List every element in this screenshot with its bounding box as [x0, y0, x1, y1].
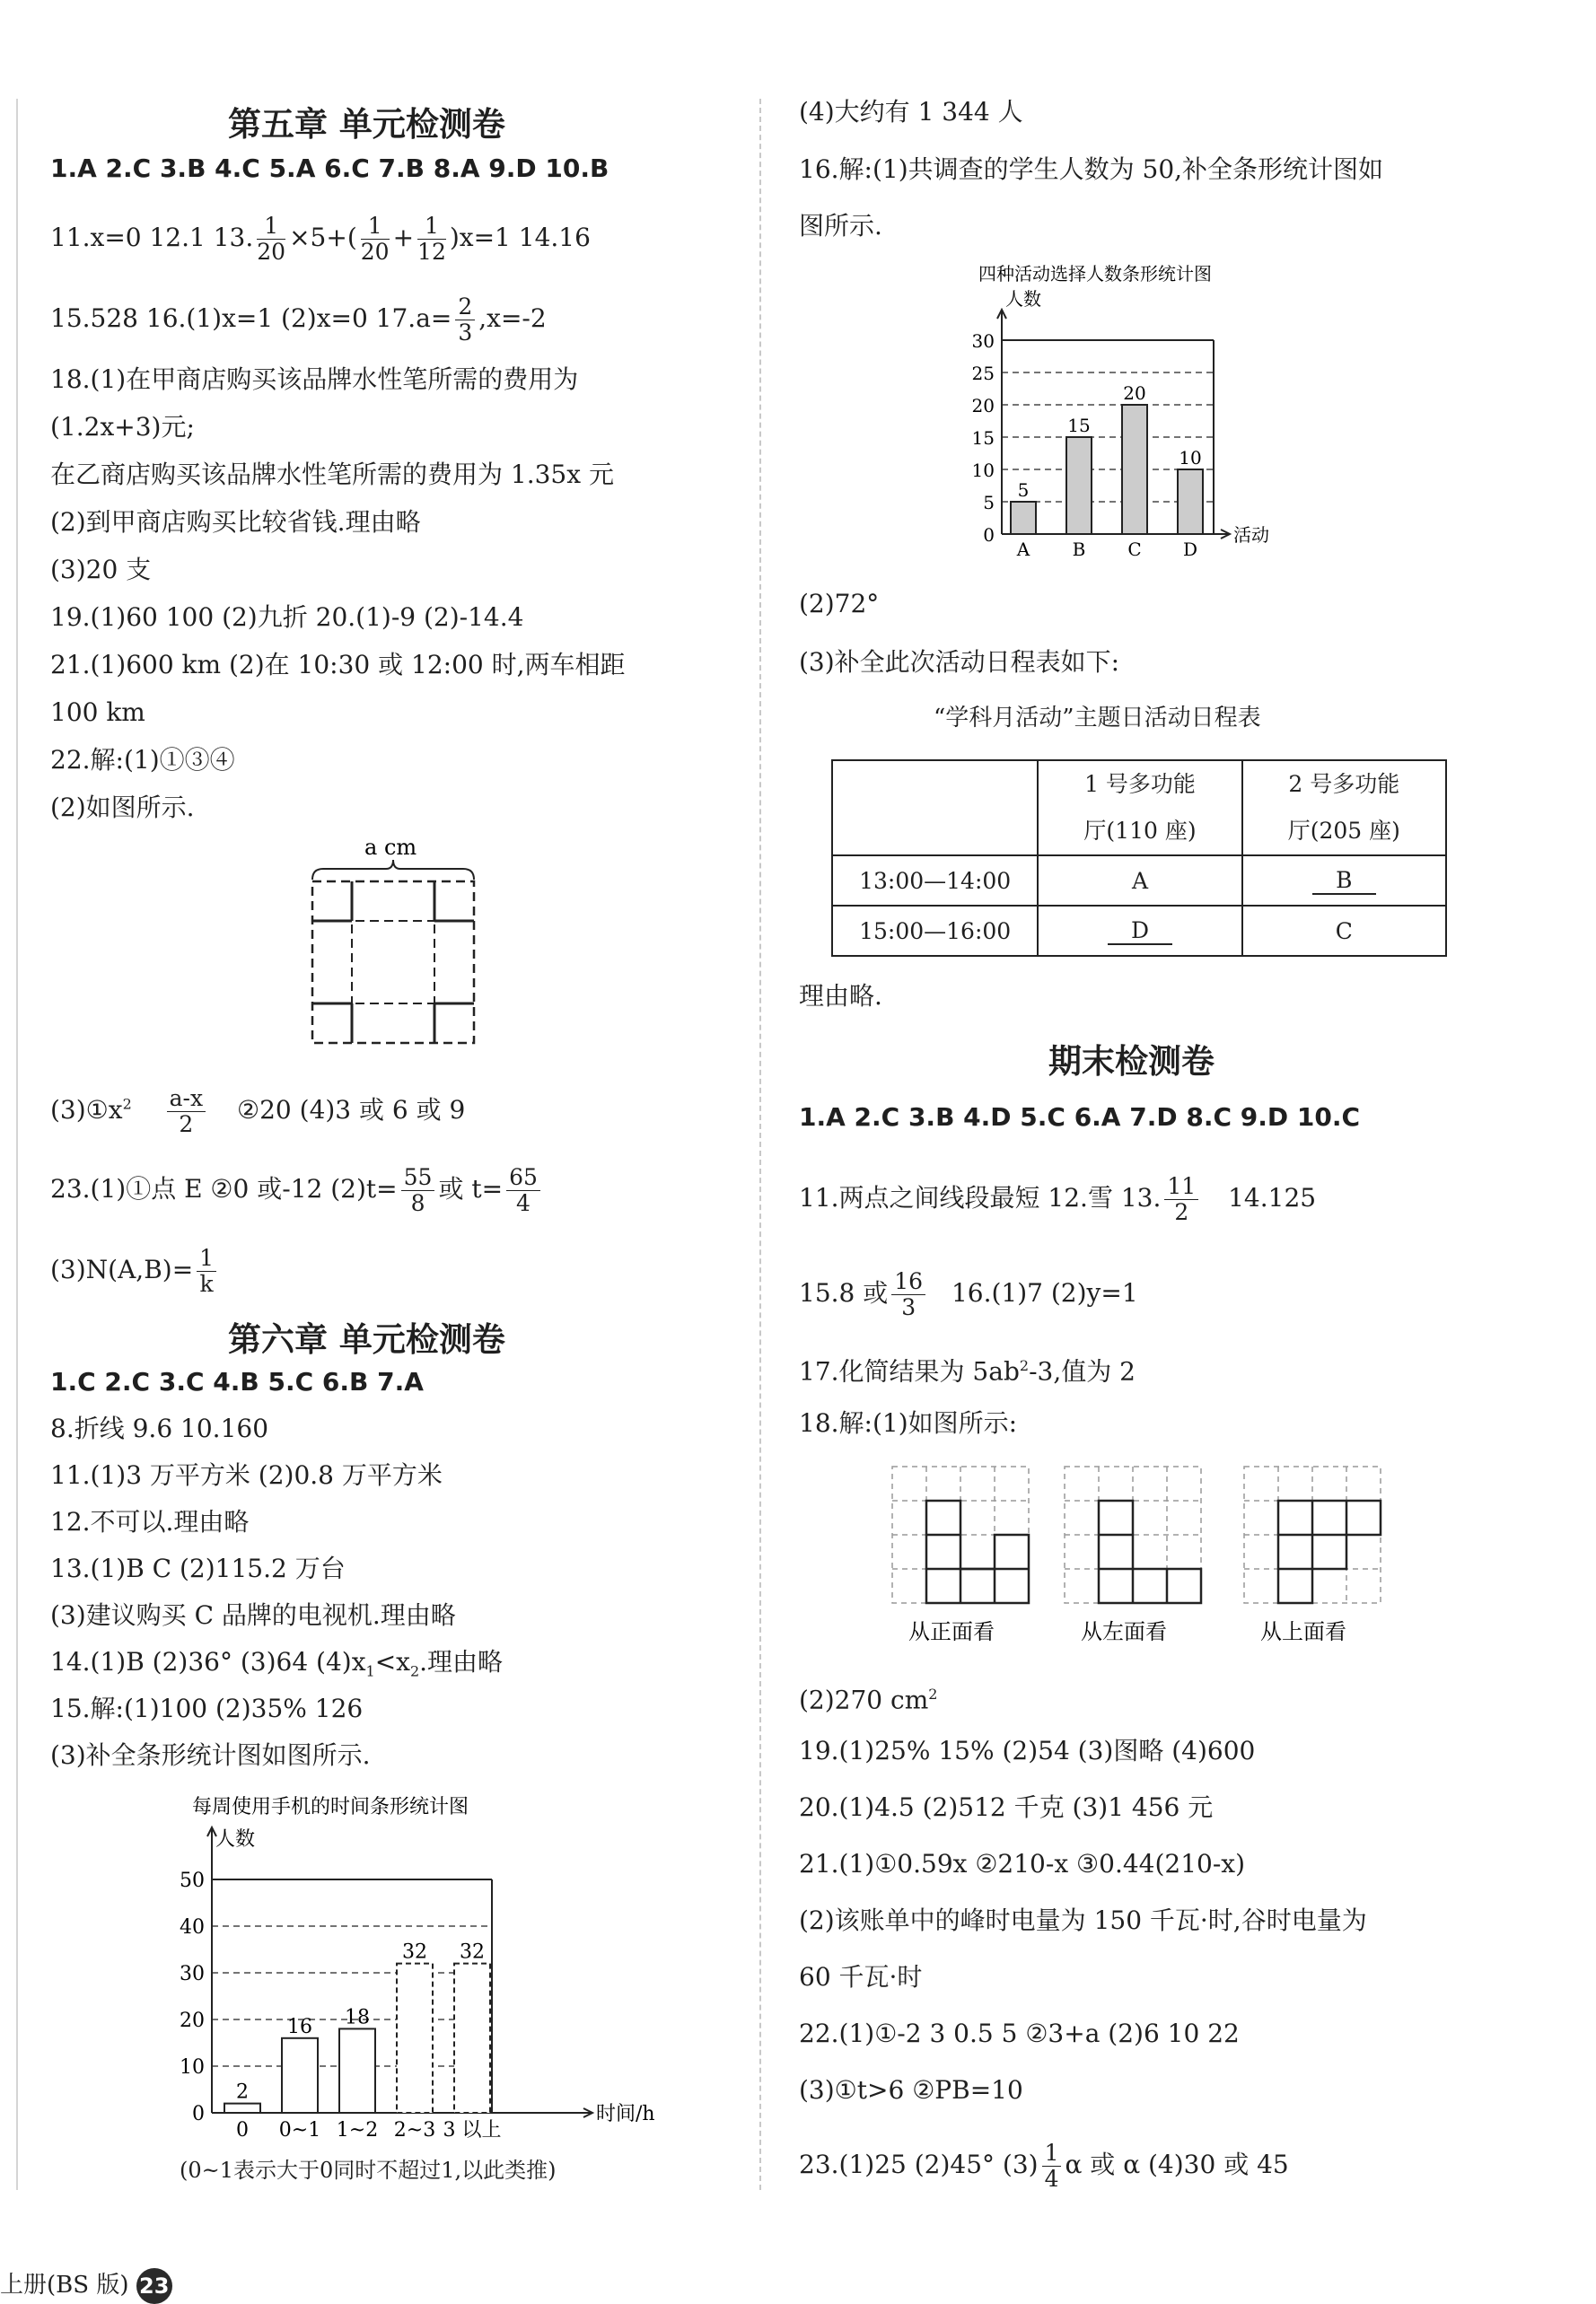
final-answer-19: 19.(1)25% 15% (2)54 (3)图略 (4)600 — [799, 1736, 1256, 1765]
denominator: 2 — [1174, 1199, 1189, 1225]
numerator: 1 — [197, 1246, 216, 1272]
chart-title: 四种活动选择人数条形统计图 — [978, 263, 1212, 285]
final-answer-18-2 — [799, 1677, 937, 1718]
filled-answer: B — [1312, 867, 1375, 895]
denominator: 3 — [458, 320, 473, 346]
final-answer-21-3: 60 千瓦·时 — [799, 1962, 923, 1992]
denominator: 20 — [360, 239, 390, 265]
final-answer-11-14 — [799, 1174, 1316, 1225]
numerator: 11 — [1164, 1174, 1198, 1200]
ch6-answer-15: 15.解:(1)100 (2)35% 126 — [50, 1694, 364, 1723]
text: .理由略 — [419, 1647, 504, 1677]
fraction — [1164, 1174, 1198, 1225]
denominator: k — [199, 1271, 214, 1297]
superscript: 2 — [122, 1095, 132, 1113]
table-row — [832, 855, 1446, 906]
answer-16-line1: 16.解:(1)共调查的学生人数为 50,补全条形统计图如 — [799, 154, 1384, 184]
chapter5-title: 第五章 单元检测卷 — [228, 105, 505, 144]
answer-15-4: (4)大约有 1 344 人 — [799, 97, 1023, 127]
x-tick-label: 0~1 — [278, 2119, 321, 2142]
front-view — [892, 1467, 1029, 1644]
y-axis-label: 人数 — [215, 1828, 256, 1851]
x-tick-label: 2~3 — [393, 2119, 436, 2142]
ch6-answer-13: 13.(1)B C (2)115.2 万台 — [50, 1554, 346, 1583]
final-answer-22-1: 22.(1)①-2 3 0.5 5 ②3+a (2)6 10 22 — [799, 2019, 1240, 2048]
answer-19-20: 19.(1)60 100 (2)九折 20.(1)-9 (2)-14.4 — [50, 602, 524, 632]
top-view-label: 从上面看 — [1260, 1619, 1346, 1644]
subscript: 2 — [409, 1662, 420, 1680]
x-tick-label: 1~2 — [336, 2119, 379, 2142]
ch6-answer-14 — [50, 1644, 503, 1690]
table-cell: C — [1242, 906, 1446, 956]
bar-value-label: 10 — [1179, 447, 1202, 469]
numerator: 1 — [1042, 2141, 1062, 2167]
answer-22-line2: (2)如图所示. — [50, 793, 195, 822]
bar-value-label: 2 — [236, 2081, 249, 2104]
bar-value-label: 32 — [402, 1940, 427, 1964]
y-axis-label: 人数 — [1005, 288, 1041, 310]
three-views-diagram — [889, 1463, 1409, 1651]
denominator: 4 — [516, 1190, 531, 1216]
answer-23-line2 — [50, 1246, 220, 1297]
x-tick-label: B — [1072, 539, 1086, 560]
subscript: 1 — [365, 1662, 375, 1680]
time-cell: 15:00—16:00 — [832, 906, 1038, 956]
table-row — [832, 906, 1446, 956]
schedule-title: “学科月活动”主题日活动日程表 — [934, 705, 1261, 731]
filled-answer: D — [1108, 917, 1172, 945]
table-header-row — [832, 760, 1446, 855]
text: ,x=-2 — [478, 303, 547, 333]
chapter6-title: 第六章 单元检测卷 — [228, 1320, 505, 1359]
final-answer-15-16 — [799, 1269, 1138, 1320]
y-tick-label: 20 — [180, 2010, 205, 2032]
numerator: 65 — [506, 1165, 540, 1191]
text: )x=1 14.16 — [449, 223, 591, 252]
table-cell — [1242, 855, 1446, 906]
x-tick-label: D — [1182, 539, 1198, 560]
answer-16-2: (2)72° — [799, 589, 880, 618]
fraction — [361, 214, 390, 265]
chart-title: 每周使用手机的时间条形统计图 — [192, 1796, 469, 1818]
bar — [339, 2028, 375, 2113]
ch6-answer-13-3: (3)建议购买 C 品牌的电视机.理由略 — [50, 1600, 456, 1630]
y-tick-label: 15 — [971, 427, 995, 449]
answer-18-line3: 在乙商店购买该品牌水性笔所需的费用为 1.35x 元 — [50, 460, 614, 489]
answer-18-line5: (3)20 支 — [50, 555, 152, 584]
ch6-answer-12: 12.不可以.理由略 — [50, 1507, 250, 1537]
text: ×5+( — [289, 223, 357, 252]
text: + — [392, 223, 415, 252]
fraction — [197, 1246, 216, 1297]
text: ②20 (4)3 或 6 或 9 — [237, 1095, 466, 1125]
page-footer — [0, 2266, 172, 2304]
y-tick-label: 25 — [971, 363, 995, 384]
superscript: 2 — [1019, 1357, 1030, 1374]
answer-18-line4: (2)到甲商店购买比较省钱.理由略 — [50, 507, 421, 537]
answer-21-line1: 21.(1)600 km (2)在 10:30 或 12:00 时,两车相距 — [50, 650, 626, 679]
answer-22-line1: 22.解:(1)①③④ — [50, 745, 235, 775]
text: <x — [374, 1647, 410, 1677]
width-brace — [312, 860, 474, 880]
x-axis-label: 活动 — [1233, 524, 1269, 546]
bar — [224, 2104, 260, 2113]
final-answer-21-1: 21.(1)①0.59x ②210-x ③0.44(210-x) — [799, 1849, 1246, 1879]
phone-usage-bar-chart — [162, 1786, 655, 2181]
x-tick-label: C — [1127, 539, 1142, 560]
ch5-choice-answers: 1.A 2.C 3.B 4.C 5.A 6.C 7.B 8.A 9.D 10.B — [50, 153, 609, 183]
fraction — [257, 214, 285, 265]
fraction — [1042, 2141, 1062, 2192]
activity-bar-chart — [960, 260, 1302, 574]
text: (3)①x — [50, 1095, 123, 1125]
text: 16.(1)7 (2)y=1 — [951, 1278, 1138, 1308]
fraction — [455, 294, 475, 346]
y-tick-label: 0 — [983, 524, 995, 546]
y-tick-label: 30 — [180, 1963, 205, 1985]
numerator: 1 — [361, 214, 390, 240]
final-exam-title: 期末检测卷 — [1048, 1042, 1215, 1081]
y-tick-label: 10 — [971, 460, 995, 481]
bar-value-label: 32 — [460, 1940, 485, 1964]
fraction — [167, 1086, 206, 1137]
numerator: 2 — [455, 294, 475, 320]
text: (2)270 cm — [799, 1685, 929, 1715]
header-line: 厅(205 座) — [1287, 818, 1400, 844]
net-outline — [312, 881, 474, 1043]
answer-16-line2: 图所示. — [799, 211, 882, 241]
bar-value-label: 18 — [345, 2006, 370, 2029]
book-label: 上册(BS 版) — [0, 2272, 129, 2299]
left-margin-line — [16, 99, 18, 2190]
ch5-answer-line-11-14 — [50, 214, 591, 265]
bar — [397, 1964, 433, 2113]
text: 14.125 — [1228, 1183, 1317, 1213]
final-answer-17 — [799, 1348, 1136, 1389]
answer-16-3: (3)补全此次活动日程表如下: — [799, 647, 1120, 677]
left-view — [1065, 1467, 1201, 1644]
bar — [1011, 502, 1036, 534]
bar — [1178, 469, 1203, 534]
denominator: 4 — [1044, 2166, 1059, 2192]
chart-note: (0~1表示大于0同时不超过1,以此类推) — [180, 2158, 557, 2183]
schedule-table — [831, 759, 1447, 957]
header-line: 2 号多功能 — [1288, 771, 1400, 797]
bar — [282, 2038, 318, 2113]
numerator: a-x — [167, 1086, 206, 1112]
numerator: 1 — [257, 214, 285, 240]
bar-value-label: 20 — [1123, 382, 1146, 404]
fraction — [506, 1165, 540, 1216]
final-choice-answers: 1.A 2.C 3.B 4.D 5.C 6.A 7.D 8.C 9.D 10.C — [799, 1102, 1361, 1132]
numerator: 55 — [401, 1165, 435, 1191]
header-line: 厅(110 座) — [1083, 818, 1197, 844]
text: -3,值为 2 — [1029, 1356, 1136, 1387]
bar — [454, 1964, 490, 2113]
bar — [1066, 437, 1092, 534]
top-view — [1244, 1467, 1381, 1644]
ch6-answer-11: 11.(1)3 万平方米 (2)0.8 万平方米 — [50, 1460, 443, 1490]
numerator: 1 — [417, 214, 446, 240]
text: 或 t= — [438, 1174, 504, 1204]
text: 11.两点之间线段最短 12.雪 13. — [799, 1183, 1162, 1213]
y-tick-label: 0 — [192, 2103, 205, 2125]
left-view-label: 从左面看 — [1081, 1619, 1167, 1644]
y-tick-label: 5 — [983, 492, 995, 513]
front-view-label: 从正面看 — [908, 1619, 995, 1644]
final-answer-23 — [799, 2141, 1289, 2192]
y-tick-label: 10 — [180, 2056, 205, 2079]
y-tick-label: 30 — [971, 330, 995, 352]
superscript: 2 — [928, 1686, 938, 1703]
numerator: 16 — [891, 1269, 925, 1295]
ch6-choice-answers: 1.C 2.C 3.C 4.B 5.C 6.B 7.A — [50, 1367, 424, 1397]
final-answer-20: 20.(1)4.5 (2)512 千克 (3)1 456 元 — [799, 1792, 1214, 1822]
text: α 或 α (4)30 或 45 — [1065, 2150, 1289, 2179]
x-tick-label: 0 — [236, 2119, 249, 2142]
denominator: 8 — [410, 1190, 425, 1216]
text: 23.(1)25 (2)45° (3) — [799, 2150, 1039, 2179]
ch5-answer-line-15-17 — [50, 294, 547, 346]
text: 23.(1)①点 E ②0 或-12 (2)t= — [50, 1174, 398, 1204]
y-tick-label: 50 — [180, 1870, 205, 1892]
text: 15.8 或 — [799, 1278, 889, 1308]
reason-omitted: 理由略. — [799, 981, 882, 1011]
denominator: 3 — [901, 1294, 916, 1320]
denominator: 20 — [257, 239, 286, 265]
ch6-answer-15-3: (3)补全条形统计图如图所示. — [50, 1740, 371, 1770]
y-tick-label: 40 — [180, 1916, 205, 1939]
ch6-answer-8-10: 8.折线 9.6 10.160 — [50, 1414, 269, 1443]
bar-value-label: 16 — [287, 2015, 312, 2038]
text: 17.化简结果为 5ab — [799, 1356, 1020, 1387]
header-line: 1 号多功能 — [1084, 771, 1196, 797]
denominator: 12 — [417, 239, 446, 265]
denominator: 2 — [179, 1111, 194, 1137]
answer-18-line1: 18.(1)在甲商店购买该品牌水性笔所需的费用为 — [50, 364, 579, 394]
column-divider — [759, 99, 761, 2190]
fraction — [401, 1165, 435, 1216]
hall1-header — [1038, 760, 1241, 855]
text: (3)N(A,B)= — [50, 1255, 194, 1284]
y-tick-label: 20 — [971, 395, 995, 416]
box-net-diagram — [296, 833, 494, 1057]
time-cell: 13:00—14:00 — [832, 855, 1038, 906]
x-tick-label: A — [1016, 539, 1030, 560]
answer-21-line2: 100 km — [50, 697, 145, 727]
x-axis-label: 时间/h — [596, 2103, 655, 2125]
table-cell — [1038, 906, 1241, 956]
answer-18-line2: (1.2x+3)元; — [50, 412, 195, 442]
fraction — [891, 1269, 925, 1320]
hall2-header — [1242, 760, 1446, 855]
page-number-badge: 23 — [136, 2268, 172, 2304]
text: 15.528 16.(1)x=1 (2)x=0 17.a= — [50, 303, 452, 333]
answer-22-line3 — [50, 1086, 465, 1137]
final-answer-18: 18.解:(1)如图所示: — [799, 1408, 1018, 1438]
box-width-label: a cm — [364, 835, 417, 860]
table-cell: A — [1038, 855, 1241, 906]
bar-value-label: 5 — [1017, 479, 1030, 501]
bar — [1122, 405, 1147, 534]
final-answer-21-2: (2)该账单中的峰时电量为 150 千瓦·时,谷时电量为 — [799, 1905, 1367, 1935]
text: 11.x=0 12.1 13. — [50, 223, 254, 252]
bar-value-label: 15 — [1067, 415, 1091, 436]
fraction — [417, 214, 446, 265]
text: 14.(1)B (2)36° (3)64 (4)x — [50, 1647, 366, 1677]
x-tick-label: 3 以上 — [443, 2119, 502, 2142]
table-corner — [832, 760, 1038, 855]
final-answer-22-2: (3)①t>6 ②PB=10 — [799, 2075, 1023, 2105]
answer-23-line1 — [50, 1165, 544, 1216]
